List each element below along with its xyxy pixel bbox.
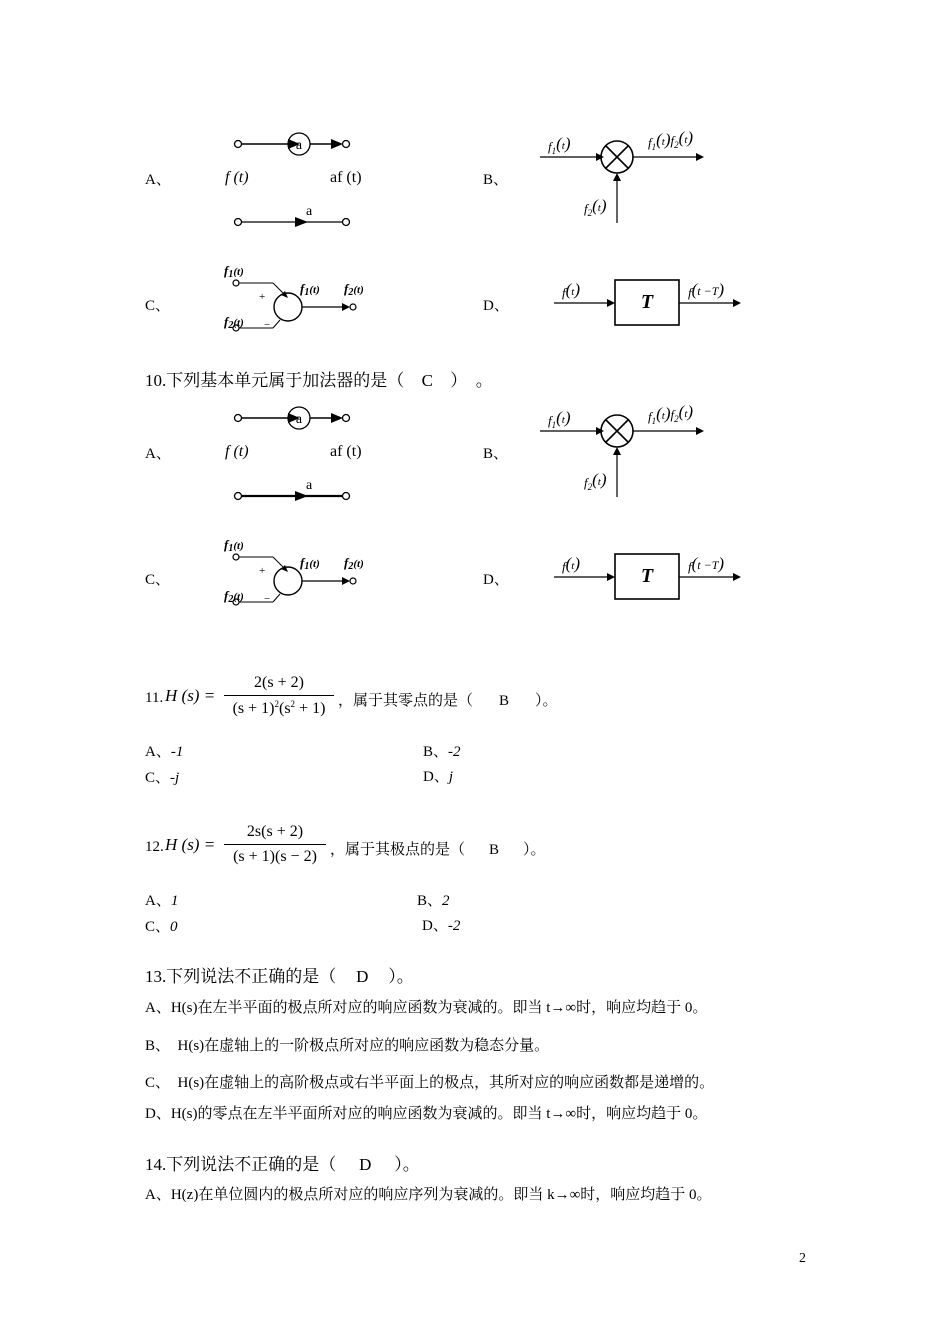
svg-text:f1(t): $f_1(t)$ bbox=[548, 408, 571, 430]
q11-option-a: A、-1 bbox=[145, 744, 184, 760]
question-14-heading: 14.下列说法不正确的是（ D ）。 bbox=[145, 1155, 420, 1174]
q9-adder-diagram bbox=[222, 260, 382, 340]
question-12-text: ，属于其极点的是（ B ）。 bbox=[330, 842, 546, 858]
question-11-number: 11. bbox=[145, 690, 164, 706]
fraction-numerator: 2(s + 2) bbox=[254, 674, 304, 691]
q10-option-d-label: D、 bbox=[483, 572, 509, 588]
q10-delay-diagram bbox=[552, 549, 752, 607]
fraction-denominator: (s + 1)(s − 2) bbox=[233, 848, 317, 865]
svg-text:f1(t): $f_1(t)$ bbox=[548, 134, 571, 156]
question-11-text: ，属于其零点的是（ B ）。 bbox=[338, 693, 558, 709]
question-12-number: 12. bbox=[145, 839, 164, 855]
question-12-answer: B bbox=[489, 842, 500, 858]
question-12-fraction bbox=[224, 823, 326, 866]
q10-scalar-multiplier-diagram bbox=[225, 399, 385, 509]
svg-text:f2(t): f2(t) bbox=[344, 281, 364, 298]
q9-option-d-label: D、 bbox=[483, 298, 509, 314]
q13-statement-b: B、 H(s)在虚轴上的一阶极点所对应的响应函数为稳态分量。 bbox=[145, 1038, 550, 1054]
svg-text:f2(t): f2(t) bbox=[224, 588, 244, 605]
gain-label: a bbox=[295, 138, 303, 153]
svg-text:−: − bbox=[264, 593, 271, 605]
q12-option-d: D、-2 bbox=[422, 918, 461, 934]
q9-option-c-label: C、 bbox=[145, 298, 171, 314]
q13-statement-a: A、H(s)在左半平面的极点所对应的响应函数为衰减的。即当 t→∞时，响应均趋于 0。 bbox=[145, 1000, 708, 1016]
q10-option-c-label: C、 bbox=[145, 572, 171, 588]
q12-option-a: A、1 bbox=[145, 893, 179, 909]
q11-option-b: B、-2 bbox=[423, 744, 461, 760]
svg-text:f2(t): f2(t) bbox=[224, 314, 244, 331]
svg-text:af (t): af (t) bbox=[330, 443, 362, 460]
question-13-answer: D bbox=[356, 967, 369, 986]
svg-text:T: T bbox=[640, 291, 654, 313]
input-signal-label: f (t) bbox=[225, 169, 249, 186]
question-10-close: ） 。 bbox=[450, 371, 493, 390]
q12-option-c: C、0 bbox=[145, 919, 178, 935]
svg-text:T: T bbox=[640, 565, 654, 587]
q9-option-a-label: A、 bbox=[145, 172, 171, 188]
q11-option-d: D、j bbox=[423, 769, 454, 785]
svg-text:−: − bbox=[264, 319, 271, 331]
svg-text:+: + bbox=[259, 565, 266, 577]
q13-statement-d: D、H(s)的零点在左半平面所对应的响应函数为衰减的。即当 t→∞时，响应均趋于 0。 bbox=[145, 1106, 708, 1122]
q10-option-a-label: A、 bbox=[145, 446, 171, 462]
question-11-answer: B bbox=[499, 693, 510, 709]
output-signal-label: af (t) bbox=[330, 169, 362, 186]
q10-adder-diagram bbox=[222, 534, 382, 614]
question-12-lhs: H (s) = bbox=[165, 835, 216, 854]
svg-text:f(t −T): f(t −T) bbox=[688, 554, 725, 574]
q12-option-b: B、2 bbox=[417, 893, 450, 909]
svg-text:f2(t): f2(t) bbox=[344, 555, 364, 572]
svg-text:a: a bbox=[306, 478, 313, 493]
svg-text:f1(t): f1(t) bbox=[224, 537, 244, 554]
svg-text:f1(t): f1(t) bbox=[300, 281, 320, 298]
question-10-answer: C bbox=[421, 371, 433, 390]
question-13-heading: 13.下列说法不正确的是（ D ）。 bbox=[145, 967, 414, 986]
svg-text:f2(t): $f_2(t)$ bbox=[584, 196, 607, 218]
q13-statement-c: C、 H(s)在虚轴上的高阶极点或右半平面上的极点，其所对应的响应函数都是递增的。 bbox=[145, 1075, 715, 1091]
svg-text:a: a bbox=[295, 412, 303, 427]
question-11-lhs: H (s) = bbox=[165, 686, 216, 705]
svg-text:f1(t): f1(t) bbox=[224, 263, 244, 280]
question-10-text: 10.下列基本单元属于加法器的是（ bbox=[145, 371, 405, 390]
q9-delay-diagram bbox=[552, 275, 752, 333]
svg-text:f(t −T): f(t −T) bbox=[688, 280, 725, 300]
svg-text:f1(t)f2(t): $f_1(t)f_2(t)$ bbox=[648, 402, 694, 426]
svg-text:f (t): f (t) bbox=[225, 443, 249, 460]
question-11-fraction bbox=[224, 674, 334, 718]
fraction-denominator: $(s + 1)^2(s^2 + 1)$ bbox=[232, 699, 326, 717]
svg-text:f(t): f(t) bbox=[562, 280, 581, 300]
svg-text:+: + bbox=[259, 291, 266, 303]
question-10 bbox=[145, 366, 493, 391]
line-gain-label: a bbox=[306, 204, 313, 219]
page-number: 2 bbox=[799, 1251, 806, 1266]
q14-statement-a: A、H(z)在单位圆内的极点所对应的响应序列为衰减的。即当 k→∞时，响应均趋于 0。 bbox=[145, 1187, 712, 1203]
svg-text:f1(t): f1(t) bbox=[300, 555, 320, 572]
svg-text:f(t): f(t) bbox=[562, 554, 581, 574]
question-14-answer: D bbox=[359, 1155, 372, 1174]
svg-text:f1(t)f2(t): $f_1(t)f_2(t)$ bbox=[648, 128, 694, 152]
q9-scalar-multiplier-diagram bbox=[225, 125, 385, 235]
q11-option-c: C、-j bbox=[145, 770, 180, 786]
fraction-numerator: 2s(s + 2) bbox=[246, 823, 304, 840]
svg-text:f2(t): $f_2(t)$ bbox=[584, 470, 607, 492]
q9-multiplier-diagram bbox=[538, 125, 753, 230]
q9-option-b-label: B、 bbox=[483, 172, 509, 188]
q10-multiplier-diagram bbox=[538, 399, 753, 504]
q10-option-b-label: B、 bbox=[483, 446, 509, 462]
